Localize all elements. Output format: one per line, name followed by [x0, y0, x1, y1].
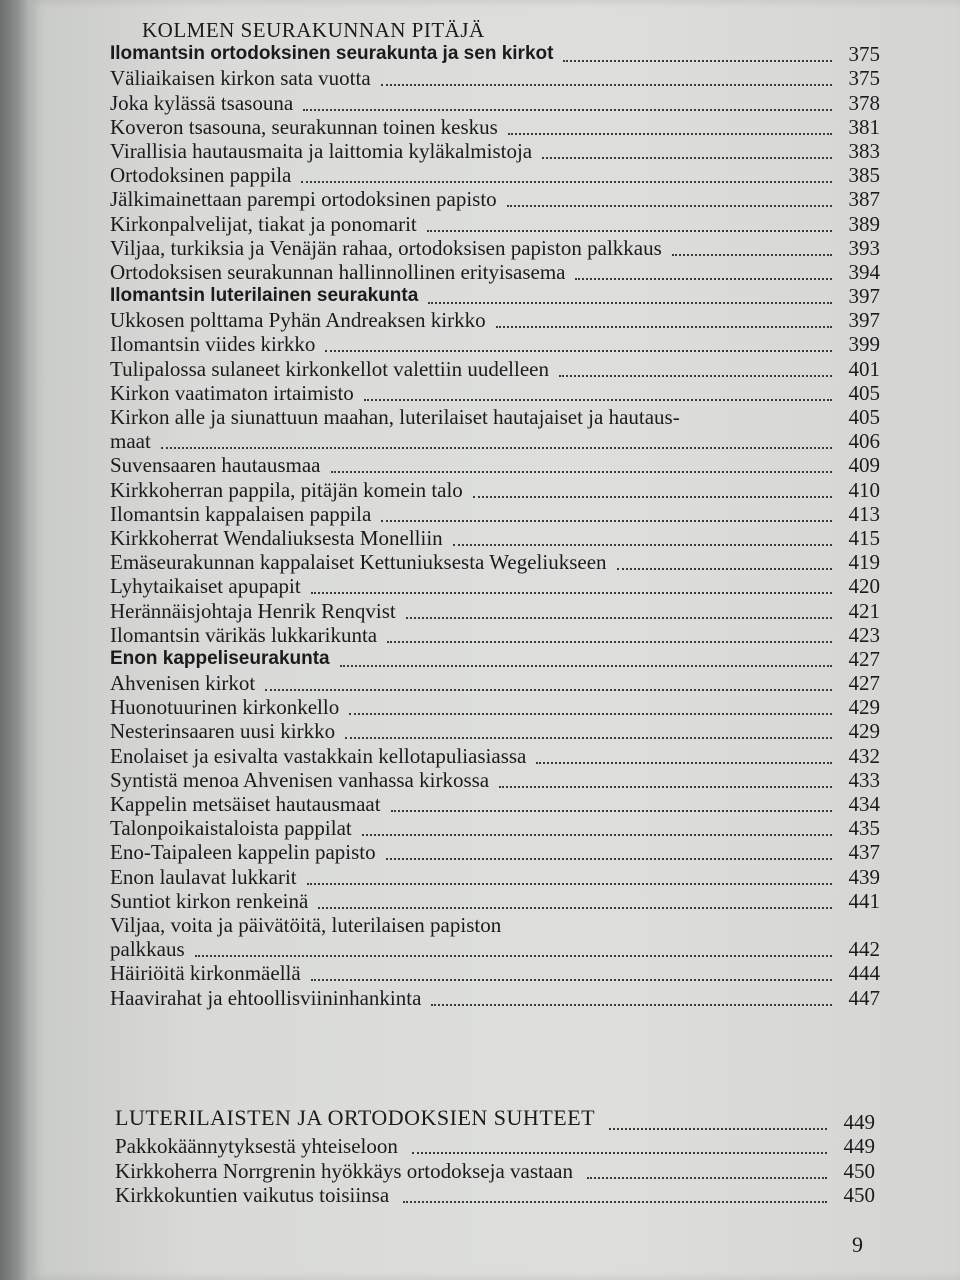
page-ref: 444 — [848, 961, 880, 986]
page-ref: 449 — [843, 1110, 875, 1135]
page-ref: 375 — [848, 66, 880, 91]
toc-entry-row — [110, 332, 880, 356]
leader-dots — [587, 1176, 827, 1179]
leader-dots — [609, 1127, 827, 1130]
entry-title: Viljaa, voita ja päivätöitä, luterilaisen papiston — [110, 912, 502, 937]
leader-dots — [362, 833, 832, 836]
leader-dots — [617, 567, 832, 570]
page-ref: 435 — [848, 816, 880, 841]
page-ref: 405 — [848, 380, 880, 405]
page-ref: 447 — [848, 985, 880, 1010]
toc-entry-row — [110, 308, 880, 332]
page-ref: 389 — [848, 211, 880, 236]
toc-entry-row — [110, 260, 880, 284]
entry-title: Ilomantsin viides kirkko — [110, 332, 316, 357]
toc-entry-row — [110, 985, 880, 1009]
entry-title: Jälkimainettaan parempi ortodoksinen papisto — [110, 187, 497, 212]
page-ref: 442 — [848, 937, 880, 962]
toc-entry-row — [110, 453, 880, 477]
page-ref: 387 — [848, 187, 880, 212]
leader-dots — [672, 253, 832, 256]
leader-dots — [508, 132, 832, 135]
page-ref: 427 — [848, 646, 880, 671]
entry-title: maat — [110, 429, 151, 454]
leader-dots — [473, 495, 832, 498]
toc-entry-row — [110, 719, 880, 743]
toc-entry-row — [110, 671, 880, 695]
toc-entry-row — [110, 623, 880, 647]
entry-title: Haavirahat ja ehtoollisviininhankinta — [110, 985, 422, 1010]
leader-dots — [311, 591, 832, 594]
toc-entry-row — [110, 889, 880, 913]
leader-dots — [265, 688, 832, 691]
entry-title: Enon laulavat lukkarit — [110, 864, 297, 889]
page-ref: 421 — [848, 598, 880, 623]
leader-dots — [340, 664, 832, 667]
leader-dots — [563, 59, 832, 62]
toc-section-2 — [115, 1105, 875, 1207]
toc-entry-row — [110, 163, 880, 187]
leader-dots — [364, 398, 832, 401]
entry-title: Herännäisjohtaja Henrik Renqvist — [110, 598, 396, 623]
leader-dots — [542, 156, 832, 159]
toc-entry-row — [110, 526, 880, 550]
leader-dots — [453, 543, 832, 546]
entry-title: Lyhytaikaiset apupapit — [110, 574, 301, 599]
entry-title: Suvensaaren hautausmaa — [110, 453, 321, 478]
page-ref: 434 — [848, 792, 880, 816]
entry-title: Kirkkokuntien vaikutus toisiinsa — [115, 1182, 390, 1207]
leader-dots — [431, 1003, 832, 1006]
leader-dots — [325, 349, 832, 352]
toc-entry-row — [110, 913, 880, 937]
entry-title: Ahvenisen kirkot — [110, 671, 256, 696]
toc-section-1 — [110, 16, 880, 1010]
section-title-row — [115, 1105, 875, 1135]
entry-title: Huonotuurinen kirkonkello — [110, 695, 340, 720]
toc-entry-row — [110, 743, 880, 767]
page-ref: 429 — [848, 695, 880, 720]
entry-title: Emäseurakunnan kappalaiset Kettuniuksesta Wegeliukseen — [110, 550, 607, 575]
toc-entry-row — [110, 115, 880, 139]
entry-title: Ilomantsin luterilainen seurakunta — [110, 285, 419, 307]
entry-title: Ilomantsin kappalaisen pappila — [110, 501, 372, 526]
leader-dots — [391, 809, 832, 812]
toc-entry-row — [115, 1134, 875, 1158]
toc-entry-row — [110, 236, 880, 260]
leader-dots — [536, 761, 832, 764]
toc-entry-row — [110, 792, 880, 816]
page-ref: 399 — [848, 332, 880, 357]
entry-title: Ilomantsin värikäs lukkarikunta — [110, 622, 378, 647]
page-ref: 406 — [848, 429, 880, 454]
page-ref: 415 — [848, 525, 880, 550]
page-ref: 375 — [848, 42, 880, 67]
page-ref: 394 — [848, 259, 880, 284]
page-ref: 423 — [848, 622, 880, 647]
leader-dots — [303, 108, 832, 111]
toc-entry-row — [110, 840, 880, 864]
entry-title: Syntistä menoa Ahvenisen vanhassa kirkossa — [110, 767, 490, 792]
leader-dots — [195, 954, 832, 957]
toc-entry-row — [110, 864, 880, 888]
leader-dots — [412, 1151, 827, 1154]
page-ref: 433 — [848, 767, 880, 792]
leader-dots — [331, 470, 832, 473]
page-ref: 427 — [848, 671, 880, 696]
entry-title: Ukkosen polttama Pyhän Andreaksen kirkko — [110, 308, 486, 333]
toc-entry-row — [110, 187, 880, 211]
entry-title: Talonpoikaistaloista pappilat — [110, 816, 352, 841]
toc-entry-row — [115, 1183, 875, 1207]
section-title: KOLMEN SEURAKUNNAN PITÄJÄ — [142, 18, 485, 42]
page-ref: 397 — [848, 284, 880, 309]
toc-entry-row — [110, 961, 880, 985]
page-ref: 381 — [848, 114, 880, 139]
entry-title: palkkaus — [110, 937, 185, 962]
toc-entry-row — [110, 768, 880, 792]
entry-title: Enon kappeliseurakunta — [110, 647, 330, 669]
page-ref: 409 — [848, 453, 880, 478]
page-ref: 429 — [848, 719, 880, 744]
page-ref: 441 — [848, 888, 880, 913]
leader-dots — [311, 978, 832, 981]
leader-dots — [301, 180, 832, 183]
entry-title: Tulipalossa sulaneet kirkonkellot valettiin uudelleen — [110, 356, 549, 381]
toc-subsection-row — [110, 647, 880, 671]
toc-entry-row — [115, 1158, 875, 1182]
page-ref: 449 — [843, 1134, 875, 1159]
toc-entry-row — [110, 695, 880, 719]
toc-subsection-row — [110, 284, 880, 308]
entry-title: Eno-Taipaleen kappelin papisto — [110, 840, 376, 865]
entry-title: Ortodoksisen seurakunnan hallinnollinen erityisasema — [110, 259, 566, 284]
leader-dots — [575, 277, 832, 280]
page-ref: 385 — [848, 163, 880, 188]
section-title: LUTERILAISTEN JA ORTODOKSIEN SUHTEET — [115, 1105, 596, 1131]
leader-dots — [381, 83, 832, 86]
page-ref: 383 — [848, 138, 880, 163]
toc-entry-row — [110, 477, 880, 501]
entry-title: Nesterinsaaren uusi kirkko — [110, 719, 336, 744]
page-ref: 401 — [848, 356, 880, 381]
toc-entry-row — [110, 502, 880, 526]
toc-entry-row — [110, 211, 880, 235]
toc-entry-row — [110, 381, 880, 405]
entry-title: Kirkkoherrat Wendaliuksesta Monelliin — [110, 525, 443, 550]
leader-dots — [386, 857, 832, 860]
entry-title: Kirkkoherran pappila, pitäjän komein talo — [110, 477, 463, 502]
toc-entry-row — [110, 937, 880, 961]
book-gutter — [0, 0, 30, 1280]
entry-title: Kappelin metsäiset hautausmaat — [110, 792, 381, 816]
page-ref: 397 — [848, 308, 880, 333]
page-ref: 432 — [848, 743, 880, 768]
page-ref: 419 — [848, 550, 880, 575]
toc-entry-row — [110, 90, 880, 114]
entry-title: Kirkkoherra Norrgrenin hyökkäys ortodokseja vastaan — [115, 1158, 573, 1183]
page-ref: 393 — [848, 235, 880, 260]
toc-entry-row — [110, 356, 880, 380]
page-ref: 437 — [848, 840, 880, 865]
page-ref: 413 — [848, 501, 880, 526]
toc-list — [115, 1134, 875, 1207]
toc-entry-row — [110, 66, 880, 90]
toc-entry-row — [110, 550, 880, 574]
page-ref: 439 — [848, 864, 880, 889]
entry-title: Kirkonpalvelijat, tiakat ja ponomarit — [110, 211, 417, 236]
entry-title: Enolaiset ja esivalta vastakkain kellotapuliasiassa — [110, 743, 527, 768]
leader-dots — [427, 229, 832, 232]
entry-title: Kirkon vaatimaton irtaimisto — [110, 380, 354, 405]
page-number: 9 — [852, 1232, 863, 1257]
page-ref: 378 — [848, 90, 880, 115]
leader-dots — [381, 519, 832, 522]
toc-entry-row — [110, 429, 880, 453]
leader-dots — [307, 882, 832, 885]
entry-title: Kirkon alle ja siunattuun maahan, luterilaiset hautajaiset ja hautaus- — [110, 405, 680, 429]
entry-title: Väliaikaisen kirkon sata vuotta — [110, 66, 371, 91]
page-ref: 410 — [848, 477, 880, 502]
toc-entry-row — [110, 139, 880, 163]
page-ref: 450 — [843, 1158, 875, 1183]
toc-list — [110, 42, 880, 1010]
toc-entry-row — [110, 574, 880, 598]
leader-dots — [559, 374, 832, 377]
leader-dots — [428, 301, 832, 304]
entry-title: Koveron tsasouna, seurakunnan toinen keskus — [110, 114, 498, 139]
entry-title: Ortodoksinen pappila — [110, 163, 292, 188]
leader-dots — [499, 785, 832, 788]
leader-dots — [507, 204, 832, 207]
toc-entry-row — [110, 816, 880, 840]
entry-title: Virallisia hautausmaita ja laittomia kyläkalmistoja — [110, 138, 533, 163]
leader-dots — [345, 736, 832, 739]
page-ref: 420 — [848, 574, 880, 599]
leader-dots — [387, 640, 832, 643]
entry-title: Ilomantsin ortodoksinen seurakunta ja sen kirkot — [110, 43, 554, 65]
entry-title: Suntiot kirkon renkeinä — [110, 888, 309, 913]
leader-dots — [496, 325, 832, 328]
page-ref: 405 — [848, 405, 880, 429]
toc-entry-row — [110, 405, 880, 429]
entry-title: Joka kylässä tsasouna — [110, 90, 294, 115]
toc-subsection-row — [110, 42, 880, 66]
leader-dots — [161, 446, 832, 449]
entry-title: Pakkokäännytyksestä yhteiseloon — [115, 1134, 398, 1159]
toc-entry-row — [110, 598, 880, 622]
page-ref: 450 — [843, 1182, 875, 1207]
leader-dots — [403, 1200, 827, 1203]
entry-title: Häiriöitä kirkonmäellä — [110, 961, 301, 986]
entry-title: Viljaa, turkiksia ja Venäjän rahaa, ortodoksisen papiston palkkaus — [110, 235, 662, 260]
leader-dots — [349, 712, 832, 715]
leader-dots — [406, 616, 832, 619]
leader-dots — [318, 906, 832, 909]
